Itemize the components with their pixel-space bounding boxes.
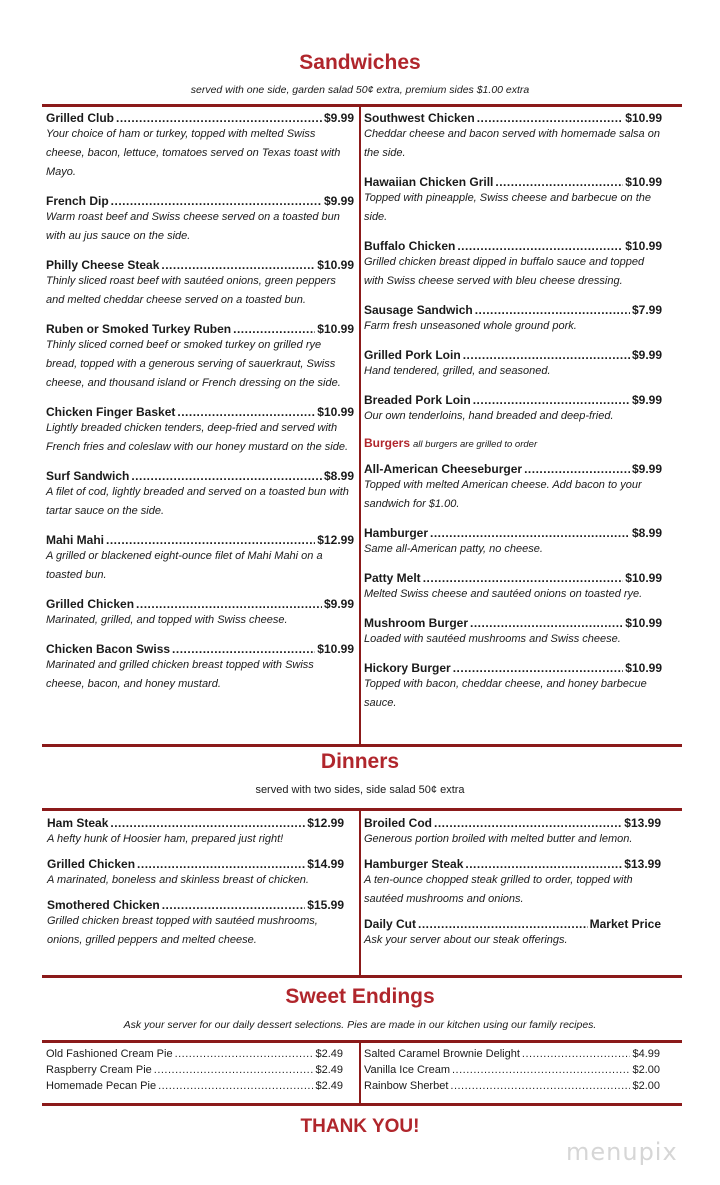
sweets-title: Sweet Endings (285, 985, 435, 1008)
menu-item (46, 533, 354, 585)
dinners-column-divider (359, 811, 361, 975)
leader-dots (137, 857, 305, 871)
dessert-item (46, 1064, 343, 1076)
leader-dots (106, 533, 315, 547)
leader-dots (495, 175, 623, 189)
leader-dots (463, 348, 630, 362)
item-name: Smothered Chicken (47, 898, 160, 912)
item-description: A hefty hunk of Hoosier ham, prepared just right! (47, 833, 284, 845)
item-name: Southwest Chicken (364, 111, 475, 125)
item-name: Chicken Finger Basket (46, 405, 176, 419)
menu-item (46, 111, 354, 182)
leader-dots (158, 1080, 313, 1092)
dessert-item (46, 1080, 343, 1092)
leader-dots (470, 616, 623, 630)
item-price: $10.99 (625, 111, 662, 125)
item-description: Same all-American patty, no cheese. (364, 543, 543, 555)
item-name: Salted Caramel Brownie Delight (364, 1048, 520, 1060)
leader-dots (453, 661, 624, 675)
menu-item (364, 239, 662, 291)
leader-dots (465, 857, 622, 871)
item-price: $9.99 (631, 393, 662, 407)
sweets-bottom-rule (42, 1103, 682, 1106)
item-name: Chicken Bacon Swiss (46, 642, 171, 656)
item-price: $2.49 (315, 1080, 343, 1092)
item-price: $9.99 (631, 462, 662, 476)
leader-dots (522, 1048, 631, 1060)
item-name: Hickory Burger (364, 661, 451, 675)
item-name: Raspberry Cream Pie (46, 1064, 152, 1076)
sandwiches-left-column (46, 111, 354, 706)
item-name: French Dip (46, 194, 109, 208)
sweets-column-divider (359, 1043, 361, 1103)
menu-item (364, 616, 662, 649)
item-price: $9.99 (323, 111, 354, 125)
item-price: $2.49 (315, 1064, 343, 1076)
leader-dots (111, 194, 322, 208)
dinners-right-column (364, 816, 661, 950)
item-price: $9.99 (323, 194, 354, 208)
menu-item (46, 194, 354, 246)
item-price: $12.99 (317, 533, 354, 547)
item-name: Hamburger Steak (364, 857, 464, 871)
dinners-bottom-rule (42, 975, 682, 978)
item-description: Loaded with sautéed mushrooms and Swiss cheese. (364, 633, 621, 645)
sandwiches-bottom-rule (42, 744, 682, 747)
item-price: $7.99 (631, 303, 662, 317)
dessert-item (364, 1080, 660, 1092)
item-name: Breaded Pork Loin (364, 393, 471, 407)
sandwiches-subtitle: served with one side, garden salad 50¢ extra, premium sides $1.00 extra (190, 84, 530, 96)
sandwiches-right-column (364, 111, 662, 725)
item-description: Thinly sliced corned beef or smoked turkey on grilled rye bread, topped with a generous serving of sauerkraut, Swiss cheese, and thousand island or French dressing on the side. (46, 339, 341, 389)
item-price: $9.99 (631, 348, 662, 362)
menu-item (46, 322, 354, 393)
leader-dots (473, 393, 630, 407)
leader-dots (418, 917, 588, 931)
sweets-left-column (46, 1048, 343, 1096)
leader-dots (175, 1048, 314, 1060)
leader-dots (110, 816, 305, 830)
thank-you-text: THANK YOU! (300, 1116, 420, 1137)
dessert-item (364, 1064, 660, 1076)
item-description: Topped with melted American cheese. Add bacon to your sandwich for $1.00. (364, 479, 642, 510)
item-price: $10.99 (625, 571, 662, 585)
item-name: Broiled Cod (364, 816, 432, 830)
menu-item (364, 526, 662, 559)
item-description: Melted Swiss cheese and sautéed onions on toasted rye. (364, 588, 643, 600)
menu-item (364, 303, 662, 336)
leader-dots (131, 469, 322, 483)
menu-item (46, 405, 354, 457)
leader-dots (450, 1080, 630, 1092)
burgers-heading (364, 436, 662, 450)
item-price: $12.99 (307, 816, 344, 830)
item-price: $9.99 (323, 597, 354, 611)
item-description: Grilled chicken breast dipped in buffalo sauce and topped with Swiss cheese served with bleu cheese dressing. (364, 256, 645, 287)
menu-item (364, 571, 662, 604)
menu-item (364, 661, 662, 713)
item-description: Grilled chicken breast topped with sautéed mushrooms, onions, grilled peppers and melted cheese. (47, 915, 318, 946)
item-description: Ask your server about our steak offerings. (364, 934, 568, 946)
item-description: Thinly sliced roast beef with sautéed onions, green peppers and melted cheddar cheese served on a toasted bun. (46, 275, 336, 306)
item-price: $10.99 (317, 322, 354, 336)
item-price: $10.99 (625, 239, 662, 253)
item-description: Warm roast beef and Swiss cheese served on a toasted bun with au jus sauce on the side. (46, 211, 340, 242)
leader-dots (172, 642, 315, 656)
item-name: Grilled Pork Loin (364, 348, 461, 362)
menu-item (364, 111, 662, 163)
item-name: Homemade Pecan Pie (46, 1080, 157, 1092)
sandwiches-column-divider (359, 107, 361, 745)
leader-dots (233, 322, 315, 336)
menu-item (46, 469, 354, 521)
item-price: $10.99 (317, 258, 354, 272)
leader-dots (475, 303, 630, 317)
item-price: $2.49 (315, 1048, 343, 1060)
leader-dots (524, 462, 630, 476)
item-description: Topped with pineapple, Swiss cheese and barbecue on the side. (364, 192, 652, 223)
sandwiches-title: Sandwiches (299, 51, 421, 74)
item-price: $10.99 (317, 405, 354, 419)
item-name: Grilled Chicken (46, 597, 135, 611)
leader-dots (116, 111, 322, 125)
item-description: Our own tenderloins, hand breaded and deep-fried. (364, 410, 614, 422)
dessert-item (364, 1048, 660, 1060)
leader-dots (430, 526, 630, 540)
leader-dots (136, 597, 322, 611)
item-price: $14.99 (307, 857, 344, 871)
item-name: Hawaiian Chicken Grill (364, 175, 494, 189)
item-price: $2.00 (632, 1080, 660, 1092)
leader-dots (477, 111, 624, 125)
item-description: Hand tendered, grilled, and seasoned. (364, 365, 551, 377)
dinners-top-rule (42, 808, 682, 811)
item-name: Surf Sandwich (46, 469, 130, 483)
sandwiches-top-rule (42, 104, 682, 107)
sweets-top-rule (42, 1040, 682, 1043)
menu-item (47, 898, 344, 950)
menu-item (47, 816, 344, 849)
item-name: Mushroom Burger (364, 616, 469, 630)
item-name: Grilled Club (46, 111, 115, 125)
item-name: Daily Cut (364, 917, 417, 931)
item-name: All-American Cheeseburger (364, 462, 523, 476)
item-name: Grilled Chicken (47, 857, 136, 871)
item-description: Lightly breaded chicken tenders, deep-fried and served with French fries and coleslaw with our honey mustard on the side. (46, 422, 349, 453)
menu-item (46, 258, 354, 310)
menu-item (364, 393, 662, 426)
item-name: Philly Cheese Steak (46, 258, 160, 272)
leader-dots (452, 1064, 630, 1076)
item-description: A ten-ounce chopped steak grilled to order, topped with sautéed mushrooms and onions. (364, 874, 633, 905)
item-name: Hamburger (364, 526, 429, 540)
leader-dots (177, 405, 315, 419)
leader-dots (161, 258, 315, 272)
item-description: Your choice of ham or turkey, topped with melted Swiss cheese, bacon, lettuce, tomatoes served on Texas toast with Mayo. (46, 128, 341, 178)
item-price: $13.99 (624, 816, 661, 830)
item-price: $10.99 (625, 616, 662, 630)
item-name: Old Fashioned Cream Pie (46, 1048, 173, 1060)
menu-item (364, 462, 662, 514)
item-description: Topped with bacon, cheddar cheese, and honey barbecue sauce. (364, 678, 647, 709)
item-name: Mahi Mahi (46, 533, 105, 547)
item-price: $8.99 (631, 526, 662, 540)
menu-item (46, 642, 354, 694)
menu-item (364, 348, 662, 381)
dessert-item (46, 1048, 343, 1060)
item-description: A filet of cod, lightly breaded and served on a toasted bun with tartar sauce on the side. (46, 486, 349, 517)
item-price: $10.99 (625, 661, 662, 675)
item-description: Generous portion broiled with melted butter and lemon. (364, 833, 633, 845)
burgers-note: all burgers are grilled to order (413, 439, 538, 450)
leader-dots (162, 898, 306, 912)
item-price: Market Price (589, 917, 661, 931)
menupix-watermark: menupix (566, 1138, 678, 1166)
menu-item (364, 816, 661, 849)
menu-item (46, 597, 354, 630)
leader-dots (423, 571, 624, 585)
item-name: Ruben or Smoked Turkey Ruben (46, 322, 232, 336)
item-description: A grilled or blackened eight-ounce filet of Mahi Mahi on a toasted bun. (46, 550, 323, 581)
dinners-subtitle: served with two sides, side salad 50¢ extra (255, 784, 465, 796)
item-description: Farm fresh unseasoned whole ground pork. (364, 320, 577, 332)
item-price: $13.99 (624, 857, 661, 871)
item-name: Patty Melt (364, 571, 421, 585)
item-name: Vanilla Ice Cream (364, 1064, 450, 1076)
item-price: $4.99 (632, 1048, 660, 1060)
sweets-right-column (364, 1048, 660, 1096)
item-name: Sausage Sandwich (364, 303, 473, 317)
menu-item (364, 175, 662, 227)
item-price: $10.99 (625, 175, 662, 189)
leader-dots (457, 239, 623, 253)
menu-item (364, 917, 661, 950)
item-description: A marinated, boneless and skinless breast of chicken. (47, 874, 309, 886)
leader-dots (154, 1064, 314, 1076)
item-description: Cheddar cheese and bacon served with homemade salsa on the side. (364, 128, 660, 159)
item-name: Ham Steak (47, 816, 109, 830)
item-description: Marinated and grilled chicken breast topped with Swiss cheese, bacon, and honey mustard. (46, 659, 314, 690)
menu-item (47, 857, 344, 890)
item-price: $15.99 (307, 898, 344, 912)
item-price: $8.99 (323, 469, 354, 483)
item-name: Rainbow Sherbet (364, 1080, 449, 1092)
dinners-left-column (47, 816, 344, 950)
item-description: Marinated, grilled, and topped with Swiss cheese. (46, 614, 288, 626)
item-price: $2.00 (632, 1064, 660, 1076)
sweets-subtitle: Ask your server for our daily dessert selections. Pies are made in our kitchen using our family recipes. (123, 1019, 597, 1031)
leader-dots (434, 816, 622, 830)
item-name: Buffalo Chicken (364, 239, 456, 253)
burgers-title: Burgers (364, 436, 411, 450)
dinners-title: Dinners (320, 750, 400, 773)
menu-item (364, 857, 661, 909)
item-price: $10.99 (317, 642, 354, 656)
